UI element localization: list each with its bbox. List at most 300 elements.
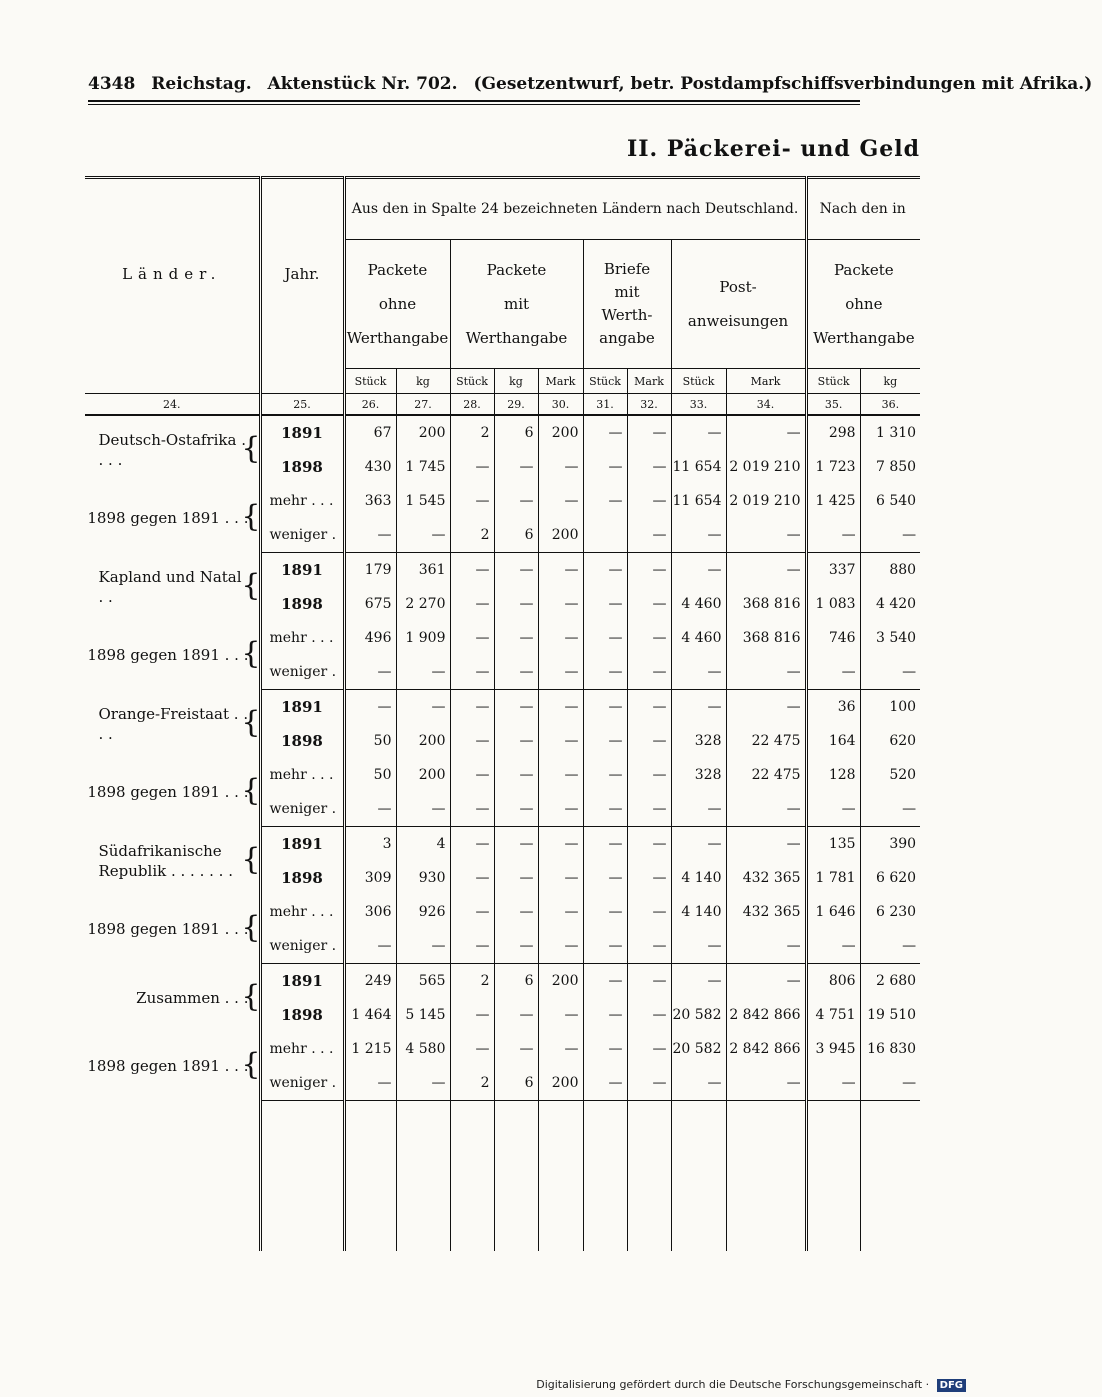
unit-label: kg [860,369,920,394]
table-cell: 1 545 [396,484,450,518]
table-cell: 6 [494,964,538,999]
table-cell: 200 [538,964,583,999]
table-cell: 328 [671,758,726,792]
table-cell: — [396,655,450,690]
table-cell: — [627,758,671,792]
table-cell: — [450,484,494,518]
table-cell: 1 425 [806,484,860,518]
table-cell: 361 [396,553,450,588]
table-cell: — [538,758,583,792]
table-cell: 328 [671,724,726,758]
table-cell: — [860,792,920,827]
table-cell: — [450,655,494,690]
year-label: 1891 [260,690,344,725]
table-cell: 4 420 [860,587,920,621]
table-cell: 1 723 [806,450,860,484]
table-cell: — [494,724,538,758]
unit-label: Stück [450,369,494,394]
header-rule [88,100,860,102]
unit-label: Stück [671,369,726,394]
table-cell: — [671,1066,726,1101]
year-label: 1898 [260,998,344,1032]
spacer-cell [627,1101,671,1252]
comparison-text: 1898 gegen 1891 . . . [87,646,249,665]
table-cell: — [627,929,671,964]
table-cell: — [671,415,726,450]
table-cell: — [396,690,450,725]
table-row [85,758,920,792]
table-cell: 179 [344,553,396,588]
table-spacer [85,1101,920,1252]
table-cell: 1 215 [344,1032,396,1066]
table-cell [583,518,627,553]
table-cell: — [538,587,583,621]
table-cell: 4 140 [671,895,726,929]
table-cell: — [494,587,538,621]
table-cell: — [494,861,538,895]
table-cell: 806 [806,964,860,999]
column-number: 34. [726,394,806,416]
country-name [85,553,260,622]
table-cell: 432 365 [726,861,806,895]
mehr-label: mehr . . . [260,1032,344,1066]
spacer-cell [450,1101,494,1252]
table-cell: 6 540 [860,484,920,518]
table-cell: 2 [450,1066,494,1101]
table-cell: — [494,450,538,484]
table-cell: — [583,827,627,862]
comparison-label [85,1032,260,1101]
table-row [85,553,920,588]
table-cell: 3 540 [860,621,920,655]
table-cell: 363 [344,484,396,518]
unit-label: kg [396,369,450,394]
table-cell: — [538,792,583,827]
table-cell: 1 310 [860,415,920,450]
header-group-packete-mit: Packete mit Werthangabe [450,240,583,369]
year-label: 1891 [260,827,344,862]
table-row [85,621,920,655]
table-cell: — [627,690,671,725]
table-cell: 1 745 [396,450,450,484]
table-row [85,895,920,929]
table-cell: — [627,724,671,758]
unit-label: Stück [344,369,396,394]
table-cell: — [450,827,494,862]
table-cell: 11 654 [671,484,726,518]
table-cell: — [344,690,396,725]
section-title: II. Päckerei- und Geld [626,136,920,162]
table-row [85,1032,920,1066]
country-name [85,415,260,484]
table-row [85,415,920,450]
spacer-cell [860,1101,920,1252]
table-cell: — [450,724,494,758]
table-cell: 620 [860,724,920,758]
table-cell: — [583,1032,627,1066]
table-cell: — [671,518,726,553]
table-cell: — [860,518,920,553]
country-label: Zusammen . . . [136,988,249,1007]
document-subject: (Gesetzentwurf, betr. Postdampfschiffsverbindungen mit Afrika.) [473,74,1093,94]
table-cell: 2 [450,964,494,999]
table-cell: — [538,655,583,690]
table-cell: — [627,1032,671,1066]
table-cell: — [627,587,671,621]
year-label: 1891 [260,553,344,588]
table-cell: — [494,655,538,690]
spacer-cell [396,1101,450,1252]
table-cell: — [450,553,494,588]
table-cell: 926 [396,895,450,929]
table-cell: 306 [344,895,396,929]
weniger-label: weniger . [260,518,344,553]
table-cell: — [538,998,583,1032]
table-cell: 390 [860,827,920,862]
brace-icon: { [241,430,261,466]
table-cell: — [450,1032,494,1066]
table-cell: 2 [450,415,494,450]
table-row [85,484,920,518]
brace-icon: { [241,636,261,671]
table-cell: — [494,553,538,588]
table-cell: — [538,827,583,862]
mehr-label: mehr . . . [260,758,344,792]
table-cell: — [627,861,671,895]
unit-label: Stück [806,369,860,394]
table-cell: 200 [396,724,450,758]
table-cell: — [450,690,494,725]
table-cell: — [583,998,627,1032]
table-cell: — [671,690,726,725]
table-cell: — [583,690,627,725]
column-number: 30. [538,394,583,416]
year-label: 1898 [260,861,344,895]
table-cell: 200 [538,415,583,450]
table-cell: — [450,587,494,621]
table-cell: 22 475 [726,724,806,758]
table-cell: 2 270 [396,587,450,621]
comparison-label [85,758,260,827]
year-label: 1898 [260,724,344,758]
table-cell: 50 [344,724,396,758]
unit-label: Mark [627,369,671,394]
table-cell: — [627,792,671,827]
unit-blank [85,369,260,394]
table-cell: 6 [494,518,538,553]
table-cell: — [627,827,671,862]
table-cell: 200 [538,1066,583,1101]
country-name [85,690,260,759]
table-cell: — [396,792,450,827]
table-cell: — [806,1066,860,1101]
table-cell: 128 [806,758,860,792]
table-cell: — [627,450,671,484]
table-cell: — [726,1066,806,1101]
table-cell: — [726,827,806,862]
table-cell: 2 842 866 [726,1032,806,1066]
table-cell: — [494,929,538,964]
table-cell: 1 781 [806,861,860,895]
table-cell: 11 654 [671,450,726,484]
table-cell: — [860,655,920,690]
table-cell: — [494,827,538,862]
table-cell: 2 019 210 [726,450,806,484]
spacer-cell [494,1101,538,1252]
column-number: 31. [583,394,627,416]
table-cell: — [344,1066,396,1101]
spacer-cell [344,1101,396,1252]
brace-icon: { [241,978,261,1014]
table-cell: 1 646 [806,895,860,929]
column-number: 27. [396,394,450,416]
table-cell: — [726,415,806,450]
table-cell: — [538,621,583,655]
table-cell: — [538,690,583,725]
header-group-packete-ohne-nach: Packete ohne Werthangabe [806,240,920,369]
table-cell: 164 [806,724,860,758]
unit-label: kg [494,369,538,394]
table-cell: — [583,587,627,621]
table-cell: — [396,929,450,964]
mehr-label: mehr . . . [260,621,344,655]
table-cell: 20 582 [671,1032,726,1066]
table-cell: — [494,895,538,929]
table-cell: — [583,655,627,690]
table-cell: 880 [860,553,920,588]
table-cell: — [583,484,627,518]
column-number: 32. [627,394,671,416]
table-cell: 309 [344,861,396,895]
spacer-cell [671,1101,726,1252]
table-cell: 3 945 [806,1032,860,1066]
table-cell: — [627,895,671,929]
unit-label: Stück [583,369,627,394]
table-cell: — [344,792,396,827]
table-cell: 4 460 [671,621,726,655]
table-cell: — [538,553,583,588]
comparison-label [85,484,260,553]
table-cell: 432 365 [726,895,806,929]
table-cell: — [627,518,671,553]
table-cell: — [494,690,538,725]
table-cell: 1 909 [396,621,450,655]
table-cell: — [806,518,860,553]
mehr-label: mehr . . . [260,895,344,929]
column-number: 35. [806,394,860,416]
table-cell: — [671,827,726,862]
table-cell: 200 [396,758,450,792]
table-cell: 2 [450,518,494,553]
table-cell: 7 850 [860,450,920,484]
table-cell: 5 145 [396,998,450,1032]
table-cell: 1 464 [344,998,396,1032]
table-cell: 4 [396,827,450,862]
column-number: 29. [494,394,538,416]
document-number: Aktenstück Nr. 702. [267,74,458,94]
comparison-label [85,621,260,690]
page-number: 4348 [88,74,136,94]
table-cell: — [538,484,583,518]
table-cell: 249 [344,964,396,999]
header-laender: Länder. [122,264,222,283]
table-cell: 496 [344,621,396,655]
column-number: 28. [450,394,494,416]
country-label: Orange-Freistaat . . . . [98,704,249,743]
table-cell: — [344,655,396,690]
table-cell: — [494,484,538,518]
year-label: 1891 [260,415,344,450]
comparison-text: 1898 gegen 1891 . . . [87,1057,249,1076]
table-cell: — [396,518,450,553]
table-cell: — [450,758,494,792]
spacer-cell [538,1101,583,1252]
table-cell: 22 475 [726,758,806,792]
table-cell: — [860,929,920,964]
spacer-cell [583,1101,627,1252]
table-cell: — [627,553,671,588]
country-label: Südafrikanische Republik . . . . . . . [98,841,233,880]
table-cell: 1 083 [806,587,860,621]
weniger-label: weniger . [260,929,344,964]
weniger-label: weniger . [260,655,344,690]
table-row [85,964,920,999]
brace-icon: { [241,567,261,603]
header-group-postanweisungen: Post- anweisungen [671,240,806,369]
table-cell: 337 [806,553,860,588]
table-cell: — [583,895,627,929]
table-cell: 6 [494,1066,538,1101]
table-cell: — [538,861,583,895]
column-number: 33. [671,394,726,416]
table-cell: — [671,553,726,588]
table-cell: — [538,895,583,929]
table-cell: — [860,1066,920,1101]
comparison-text: 1898 gegen 1891 . . . [87,509,249,528]
brace-icon: { [241,1047,261,1082]
table-cell: — [726,655,806,690]
table-cell: — [726,518,806,553]
table-cell: — [450,861,494,895]
header-group-briefe: Briefe mit Werth- angabe [583,240,671,369]
table-cell: — [494,792,538,827]
table-cell: — [671,929,726,964]
table-cell: — [450,621,494,655]
table-cell: — [538,929,583,964]
unit-label: Mark [538,369,583,394]
unit-blank [260,369,344,394]
table-cell: — [538,450,583,484]
table-cell: 100 [860,690,920,725]
table-cell: 19 510 [860,998,920,1032]
table-cell: 430 [344,450,396,484]
table-cell: — [671,655,726,690]
table-cell: 16 830 [860,1032,920,1066]
table-row [85,690,920,725]
table-cell: — [538,724,583,758]
country-label: Kapland und Natal . . [98,567,242,606]
table-cell: — [450,929,494,964]
spacer-cell [726,1101,806,1252]
column-number: 36. [860,394,920,416]
table-cell: — [344,929,396,964]
table-cell: 6 [494,415,538,450]
table-cell: 4 140 [671,861,726,895]
table-cell: — [450,792,494,827]
table-cell: 6 620 [860,861,920,895]
table-cell: — [450,895,494,929]
table-cell: — [583,415,627,450]
table-cell: — [806,655,860,690]
table-cell: 675 [344,587,396,621]
table-cell: — [583,964,627,999]
table-cell: — [627,998,671,1032]
table-row [85,827,920,862]
header-group-packete-ohne: Packete ohne Werthangabe [344,240,450,369]
assembly-name: Reichstag. [151,74,252,94]
table-cell: 298 [806,415,860,450]
spacer-cell [806,1101,860,1252]
table-cell: — [806,792,860,827]
table-cell: 368 816 [726,621,806,655]
statistics-table [85,176,920,1251]
table-cell: 67 [344,415,396,450]
table-cell: 4 751 [806,998,860,1032]
table-cell: — [494,998,538,1032]
header-rule-thin [88,104,860,105]
table-cell: 20 582 [671,998,726,1032]
table-cell: — [806,929,860,964]
table-cell: — [583,861,627,895]
column-number: 24. [85,394,260,416]
table-cell: 3 [344,827,396,862]
country-label: Deutsch-Ostafrika . . . . [98,431,246,469]
table-cell: — [726,929,806,964]
table-cell: — [627,964,671,999]
column-number: 25. [260,394,344,416]
table-cell: 200 [538,518,583,553]
table-cell: — [627,621,671,655]
table-cell: — [671,792,726,827]
table-cell: — [627,415,671,450]
header-jahr: Jahr. [260,178,344,369]
table-cell: — [627,655,671,690]
table-cell: 520 [860,758,920,792]
year-label: 1891 [260,964,344,999]
column-number: 26. [344,394,396,416]
brace-icon: { [241,704,261,740]
table-cell: 4 460 [671,587,726,621]
brace-icon: { [241,910,261,945]
weniger-label: weniger . [260,792,344,827]
comparison-label [85,895,260,964]
table-cell: — [494,621,538,655]
table-cell: — [627,484,671,518]
footer-credit-text: Digitalisierung gefördert durch die Deutsche Forschungsgemeinschaft [536,1378,923,1391]
footer-credit: Digitalisierung gefördert durch die Deutsche Forschungsgemeinschaft · DFG [536,1378,966,1392]
brace-icon: { [241,499,261,534]
dfg-logo: DFG [937,1379,966,1392]
table-cell: — [583,450,627,484]
table-cell: — [494,758,538,792]
table-cell: — [583,758,627,792]
table-cell: — [396,1066,450,1101]
table-cell: — [344,518,396,553]
table-cell: — [583,621,627,655]
table-cell: — [450,450,494,484]
header-band-aus: Aus den in Spalte 24 bezeichneten Ländern nach Deutschland. [344,178,806,240]
table-cell: 50 [344,758,396,792]
